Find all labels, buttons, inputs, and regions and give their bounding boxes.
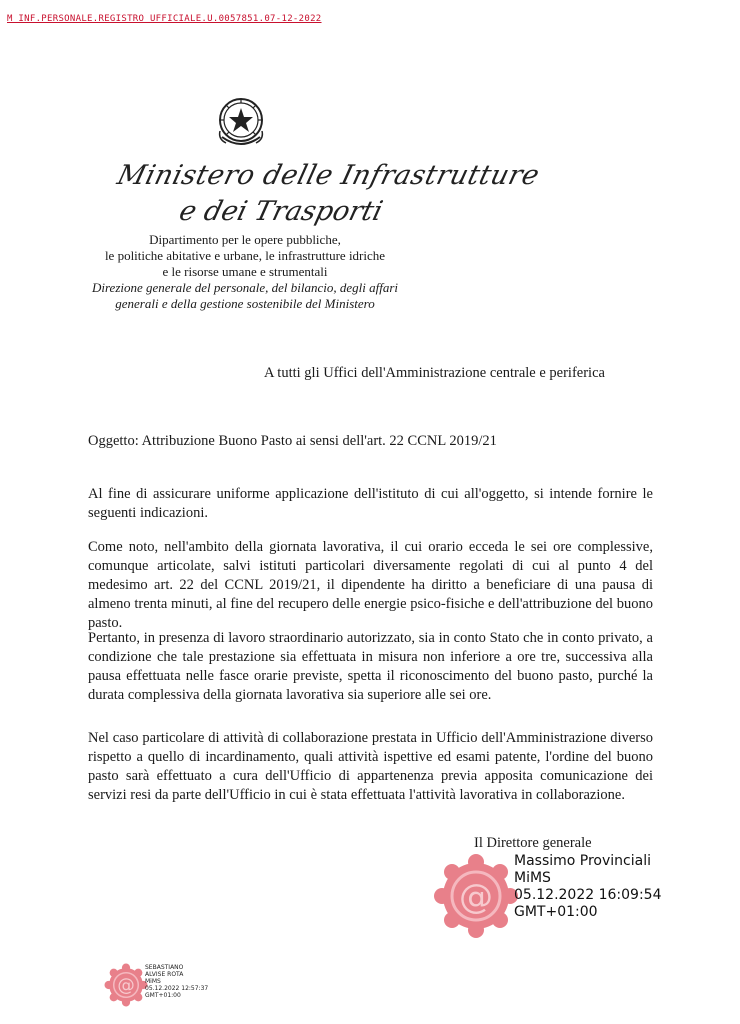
directorate-line: Direzione generale del personale, del bilancio, degli affari [91, 280, 399, 295]
svg-text:@: @ [117, 976, 135, 997]
ministry-name-line2: e dei Trasporti [176, 196, 386, 227]
subject-line: Oggetto: Attribuzione Buono Pasto ai sensi dell'art. 22 CCNL 2019/21 [88, 433, 497, 449]
department-line: e le risorse umane e strumentali [162, 264, 328, 279]
signer-title: Il Direttore generale [474, 835, 592, 851]
signature-datetime: 05.12.2022 16:09:54 [514, 887, 662, 903]
italian-republic-emblem-icon [214, 93, 268, 149]
secondary-signature-line: MiMS [145, 978, 161, 985]
svg-text:@: @ [459, 877, 493, 917]
signer-org: MiMS [514, 870, 551, 886]
body-paragraph: Al fine di assicurare uniforme applicazione dell'istituto di cui all'oggetto, si intende fornire le seguenti indicazioni. [88, 486, 653, 521]
secondary-signature-line: SEBASTIANO [145, 964, 184, 971]
recipients-line: A tutti gli Uffici dell'Amministrazione centrale e periferica [264, 365, 605, 381]
digital-signature-seal-icon [104, 963, 148, 1007]
secondary-signature-line: 05.12.2022 12:57:37 [145, 985, 209, 992]
department-line: Dipartimento per le opere pubbliche, [149, 232, 341, 247]
body-paragraph: Pertanto, in presenza di lavoro straordinario autorizzato, sia in conto Stato che in conto privato, a condizione che tale prestazione sia effettuata in misura non inferiore a ore tre, successiva alla pausa effettuata nelle fasce orarie previste, spetta il riconoscimento del buono pasto, purché la durata complessiva della giornata lavorativa sia superiore alle sei ore. [88, 630, 653, 703]
body-paragraph: Come noto, nell'ambito della giornata lavorativa, il cui orario ecceda le sei ore complessive, comunque articolate, salvi istituti particolari diversamente regolati di cui al punto 4 del medesimo art. 22 del CCNL 2019/21, il dipendente ha diritto a beneficiare di una pausa di almeno trenta minuti, al fine del recupero delle energie psico-fisiche e dell'attribuzione del buono pasto. [88, 539, 653, 631]
secondary-signature-line: ALVISE ROTA [145, 971, 184, 978]
digital-signature-seal-icon [433, 853, 519, 939]
department-line: le politiche abitative e urbane, le infrastrutture idriche [104, 248, 386, 263]
secondary-signature-line: GMT+01:00 [145, 992, 181, 999]
protocol-stamp: M_INF.PERSONALE.REGISTRO UFFICIALE.U.0057851.07-12-2022 [7, 14, 322, 24]
secondary-signature-info [145, 964, 208, 999]
digital-signature-info [514, 853, 662, 921]
body-paragraph: Nel caso particolare di attività di collaborazione prestata in Ufficio dell'Amministrazione diverso rispetto a quello di incardinamento, quali attività ispettive ed esami patente, l'ordine del buono pasto sarà effettuato a cura dell'Ufficio di appartenenza previa apposita comunicazione dei servizi resi da parte dell'Ufficio in cui è stata effettuata l'attività lavorativa in collaborazione. [88, 730, 653, 803]
directorate-line: generali e della gestione sostenibile del Ministero [115, 296, 375, 311]
department-block [90, 232, 400, 312]
signer-name: Massimo Provinciali [514, 853, 651, 869]
signature-timezone: GMT+01:00 [514, 904, 598, 920]
ministry-name-line1: Ministero delle Infrastrutture [114, 160, 543, 191]
